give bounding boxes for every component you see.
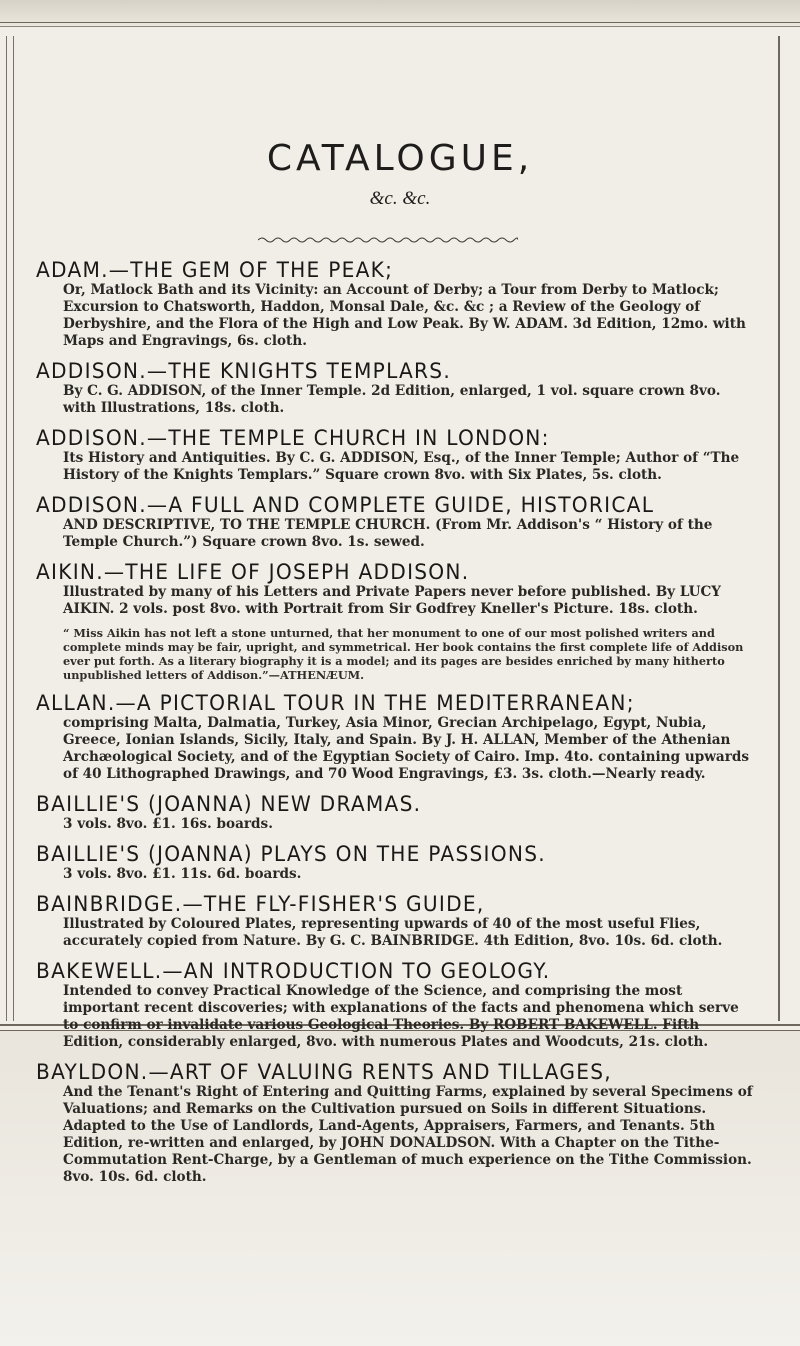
catalogue-entries	[36, 258, 756, 1195]
entry-description: comprising Malta, Dalmatia, Turkey, Asia Minor, Grecian Archipelago, Egypt, Nubia, Greece, Ionian Islands, Sicily, Italy, and Spain. By J. H. ALLAN, Member of the Athenian Archæological Society, and of the Egyptian Society of Cairo. Imp. 4to. containing upwards of 40 Lithographed Drawings, and 70 Wood Engravings, £3. 3s. cloth.—Nearly ready.	[63, 715, 750, 782]
entry-heading: ADAM.—THE GEM OF THE PEAK;	[36, 258, 394, 282]
entry-heading: BAILLIE'S (JOANNA) PLAYS ON THE PASSIONS.	[36, 842, 546, 866]
entry-description: AND DESCRIPTIVE, TO THE TEMPLE CHURCH. (From Mr. Addison's “ History of the Temple Church.”) Square crown 8vo. 1s. sewed.	[63, 517, 713, 550]
entry-description: 3 vols. 8vo. £1. 11s. 6d. boards.	[63, 866, 302, 882]
entry-heading: ADDISON.—THE TEMPLE CHURCH IN LONDON:	[36, 426, 550, 450]
entry-baillie-plays	[36, 842, 756, 883]
catalogue-subtitle: &c. &c.	[369, 188, 431, 209]
entry-bainbridge	[36, 892, 756, 950]
entry-allan	[36, 691, 756, 783]
catalogue-title: CATALOGUE,	[266, 138, 534, 179]
entry-description: Intended to convey Practical Knowledge of the Science, and comprising the most important recent discoveries; with explanations of the facts and phenomena which serve to confirm or invalidate various Geological Theories. By ROBERT BAKEWELL. Fifth Edition, considerably enlarged, 8vo. with numerous Plates and Woodcuts, 21s. cloth.	[63, 983, 739, 1050]
entry-aikin	[36, 560, 756, 682]
top-rule	[0, 22, 800, 23]
entry-description: Its History and Antiquities. By C. G. ADDISON, Esq., of the Inner Temple; Author of “The History of the Knights Templars.” Square crown 8vo. with Six Plates, 5s. cloth.	[63, 450, 740, 483]
entry-heading: BAYLDON.—ART OF VALUING RENTS AND TILLAGES,	[36, 1060, 612, 1084]
entry-description: Or, Matlock Bath and its Vicinity: an Account of Derby; a Tour from Derby to Matlock; Excursion to Chatsworth, Haddon, Monsal Dale, &c. &c ; a Review of the Geology of Derbyshire, and the Flora of the High and Low Peak. By W. ADAM. 3d Edition, 12mo. with Maps and Engravings, 6s. cloth.	[63, 282, 746, 349]
entry-description: 3 vols. 8vo. £1. 16s. boards.	[63, 816, 273, 832]
left-margin-rule	[6, 36, 7, 1021]
entry-addison-knights	[36, 359, 756, 417]
entry-adam	[36, 258, 756, 350]
entry-heading: AIKIN.—THE LIFE OF JOSEPH ADDISON.	[36, 560, 470, 584]
entry-description: Illustrated by many of his Letters and Private Papers never before published. By LUCY AIKIN. 2 vols. post 8vo. with Portrait from Sir Godfrey Kneller's Picture. 18s. cloth.	[63, 584, 722, 617]
entry-heading: ALLAN.—A PICTORIAL TOUR IN THE MEDITERRANEAN;	[36, 691, 635, 715]
entry-heading: BAKEWELL.—AN INTRODUCTION TO GEOLOGY.	[36, 959, 551, 983]
entry-addison-guide	[36, 493, 756, 551]
entry-review-quote: “ Miss Aikin has not left a stone unturned, that her monument to one of our most polished writers and complete minds may be fair, upright, and symmetrical. Her book contains the first complete life of Addison ever put forth. As a literary biography it is a model; and its pages are besides enriched by many hitherto unpublished letters of Addison.”—ATHENÆUM.	[63, 626, 744, 682]
entry-addison-temple-church	[36, 426, 756, 484]
ornamental-wavy-rule	[258, 236, 518, 244]
entry-heading: BAILLIE'S (JOANNA) NEW DRAMAS.	[36, 792, 422, 816]
right-margin-rule	[778, 36, 780, 1021]
entry-baillie-dramas	[36, 792, 756, 833]
entry-description: Illustrated by Coloured Plates, representing upwards of 40 of the most useful Flies, accurately copied from Nature. By G. C. BAINBRIDGE. 4th Edition, 8vo. 10s. 6d. cloth.	[63, 916, 723, 949]
entry-heading: ADDISON.—A FULL AND COMPLETE GUIDE, HISTORICAL	[36, 493, 655, 517]
entry-description: By C. G. ADDISON, of the Inner Temple. 2d Edition, enlarged, 1 vol. square crown 8vo. with Illustrations, 18s. cloth.	[63, 383, 721, 416]
entry-bakewell	[36, 959, 756, 1051]
entry-bayldon	[36, 1060, 756, 1186]
entry-heading: BAINBRIDGE.—THE FLY-FISHER'S GUIDE,	[36, 892, 485, 916]
left-margin-rule-inner	[13, 36, 14, 1021]
entry-heading: ADDISON.—THE KNIGHTS TEMPLARS.	[36, 359, 452, 383]
entry-description: And the Tenant's Right of Entering and Quitting Farms, explained by several Specimens of Valuations; and Remarks on the Cultivation pursued on Soils in different Situations. Adapted to the Use of Landlords, Land-Agents, Appraisers, Farmers, and Tenants. 5th Edition, re-written and enlarged, by JOHN DONALDSON. With a Chapter on the Tithe-Commutation Rent-Charge, by a Gentleman of much experience on the Tithe Commission. 8vo. 10s. 6d. cloth.	[63, 1084, 753, 1185]
